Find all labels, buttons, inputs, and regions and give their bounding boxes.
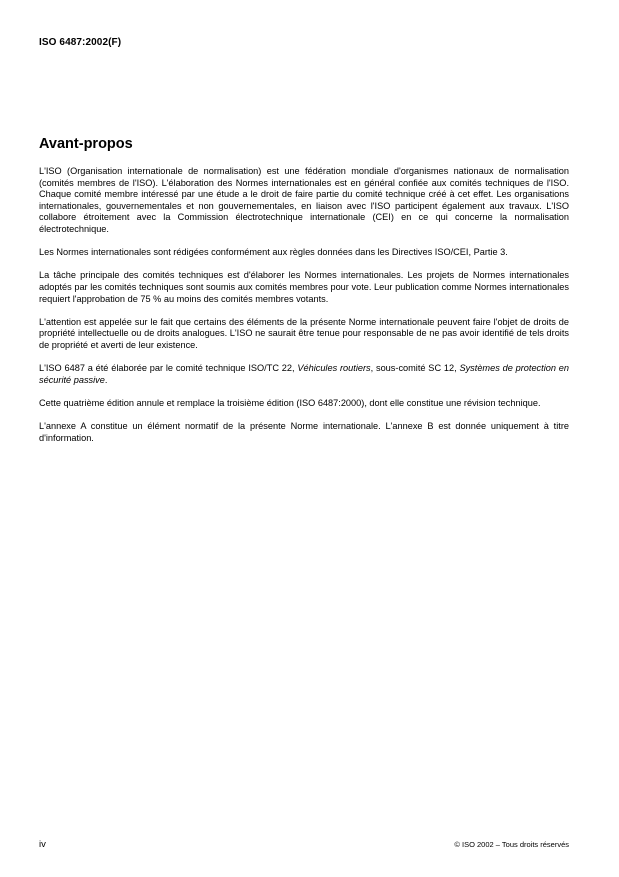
foreword-body [39,166,569,456]
prepared-by-text-3: . [104,374,108,385]
paragraph-annexes: L'annexe A constitue un élément normatif de la présente Norme internationale. L'annexe B est donnée uniquement à titre d'information. [39,421,569,443]
document-id-header: ISO 6487:2002(F) [39,37,122,48]
paragraph-edition: Cette quatrième édition annule et remplace la troisième édition (ISO 6487:2000), dont elle constitue une révision technique. [39,397,541,408]
paragraph-technical-committees: La tâche principale des comités techniques est d'élaborer les Normes internationales. Les projets de Normes internationales adoptés par les comités techniques sont soumis aux comités membres pour vote. Leur publication comme Normes internationales requiert l'approbation de 75 % au moins des comités membres votants. [39,270,569,304]
prepared-by-text-1: L'ISO 6487 a été élaborée par le comité technique ISO/TC 22, [39,363,298,374]
paragraph-directives: Les Normes internationales sont rédigées conformément aux règles données dans les Directives ISO/CEI, Partie 3. [39,247,508,258]
committee-name-italic: Véhicules routiers [297,363,371,374]
paragraph-iso-organisation: L'ISO (Organisation internationale de normalisation) est une fédération mondiale d'organismes nationaux de normalisation (comités membres de l'ISO). L'élaboration des Normes internationales est en général confiée aux comités techniques de l'ISO. Chaque comité membre intéressé par une étude a le droit de faire partie du comité technique créé à cet effet. Les organisations internationales, gouvernementales et non gouvernementales, en liaison avec l'ISO participent également aux travaux. L'ISO collabore étroitement avec la Commission électrotechnique internationale (CEI) en ce qui concerne la normalisation électrotechnique. [39,166,569,234]
page-number: iv [39,839,46,850]
paragraph-prepared-by [39,363,569,386]
copyright-notice: © ISO 2002 – Tous droits réservés [454,840,569,849]
subcommittee-name-italic: Systèmes de protection en sécurité passive [39,363,569,385]
section-title: Avant-propos [39,136,133,152]
prepared-by-text-2: , sous-comité SC 12, [370,363,460,374]
paragraph-patent-rights: L'attention est appelée sur le fait que certains des éléments de la présente Norme internationale peuvent faire l'objet de droits de propriété intellectuelle ou de droits analogues. L'ISO ne saurait être tenue pour responsable de ne pas avoir identifié de tels droits de propriété et averti de leur existence. [39,316,569,350]
